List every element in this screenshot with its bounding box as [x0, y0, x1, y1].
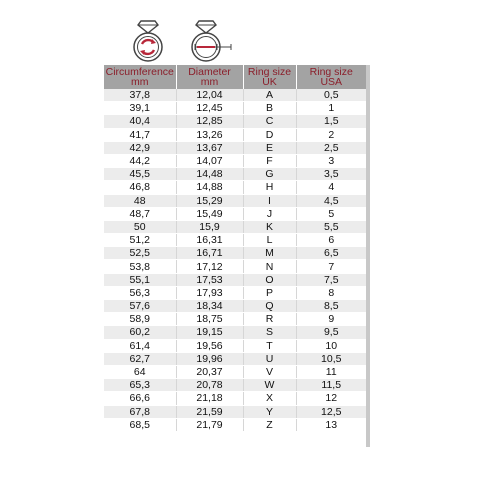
- table-row: [104, 273, 366, 286]
- header-ring-size-uk-unit: UK: [262, 76, 277, 88]
- ring-size-table: [104, 65, 366, 432]
- table-row: [104, 260, 366, 273]
- header-circumference-unit: mm: [131, 76, 149, 88]
- cell-ring-size-uk: J: [243, 207, 296, 220]
- cell-diameter: 13,67: [176, 141, 243, 154]
- cell-circumference: 44,2: [104, 154, 176, 167]
- header-diameter-title: Diameter: [188, 66, 231, 78]
- cell-circumference: 52,5: [104, 247, 176, 260]
- table-row: [104, 313, 366, 326]
- cell-circumference: 50: [104, 220, 176, 233]
- cell-ring-size-uk: P: [243, 286, 296, 299]
- cell-ring-size-usa: 12,5: [296, 405, 366, 418]
- cell-circumference: 41,7: [104, 128, 176, 141]
- cell-circumference: 40,4: [104, 115, 176, 128]
- cell-ring-size-uk: E: [243, 141, 296, 154]
- cell-diameter: 14,88: [176, 181, 243, 194]
- table-row: [104, 102, 366, 115]
- cell-ring-size-uk: W: [243, 379, 296, 392]
- icon-row: [125, 18, 255, 64]
- table-row: [104, 115, 366, 128]
- cell-ring-size-usa: 10: [296, 339, 366, 352]
- cell-circumference: 66,6: [104, 392, 176, 405]
- cell-ring-size-uk: H: [243, 181, 296, 194]
- cell-ring-size-uk: L: [243, 234, 296, 247]
- cell-ring-size-usa: 4: [296, 181, 366, 194]
- cell-circumference: 48,7: [104, 207, 176, 220]
- cell-diameter: 18,34: [176, 300, 243, 313]
- cell-circumference: 60,2: [104, 326, 176, 339]
- table-row: [104, 379, 366, 392]
- cell-ring-size-usa: 3,5: [296, 168, 366, 181]
- cell-ring-size-usa: 8,5: [296, 300, 366, 313]
- cell-ring-size-usa: 2: [296, 128, 366, 141]
- cell-ring-size-usa: 0,5: [296, 89, 366, 102]
- cell-ring-size-uk: O: [243, 273, 296, 286]
- cell-ring-size-usa: 4,5: [296, 194, 366, 207]
- table-row: [104, 181, 366, 194]
- cell-diameter: 18,75: [176, 313, 243, 326]
- cell-ring-size-uk: X: [243, 392, 296, 405]
- cell-circumference: 53,8: [104, 260, 176, 273]
- table-row: [104, 418, 366, 431]
- table-row: [104, 220, 366, 233]
- cell-circumference: 39,1: [104, 102, 176, 115]
- cell-circumference: 61,4: [104, 339, 176, 352]
- cell-ring-size-uk: S: [243, 326, 296, 339]
- cell-diameter: 21,79: [176, 418, 243, 431]
- table-row: [104, 141, 366, 154]
- cell-ring-size-usa: 10,5: [296, 352, 366, 365]
- cell-ring-size-usa: 8: [296, 286, 366, 299]
- cell-ring-size-uk: A: [243, 89, 296, 102]
- cell-ring-size-uk: U: [243, 352, 296, 365]
- header-ring-size-uk-title: Ring size: [247, 66, 292, 78]
- cell-ring-size-usa: 5: [296, 207, 366, 220]
- cell-diameter: 19,15: [176, 326, 243, 339]
- table-row: [104, 247, 366, 260]
- cell-ring-size-usa: 7: [296, 260, 366, 273]
- cell-diameter: 12,45: [176, 102, 243, 115]
- cell-ring-size-usa: 11,5: [296, 379, 366, 392]
- table-row: [104, 286, 366, 299]
- cell-circumference: 37,8: [104, 89, 176, 102]
- cell-diameter: 14,48: [176, 168, 243, 181]
- cell-diameter: 12,85: [176, 115, 243, 128]
- cell-circumference: 58,9: [104, 313, 176, 326]
- table-row: [104, 352, 366, 365]
- cell-diameter: 15,9: [176, 220, 243, 233]
- cell-diameter: 15,29: [176, 194, 243, 207]
- cell-diameter: 16,31: [176, 234, 243, 247]
- cell-diameter: 12,04: [176, 89, 243, 102]
- table-row: [104, 365, 366, 378]
- cell-circumference: 68,5: [104, 418, 176, 431]
- cell-circumference: 42,9: [104, 141, 176, 154]
- cell-diameter: 17,93: [176, 286, 243, 299]
- cell-diameter: 20,37: [176, 365, 243, 378]
- ring-diameter-icon: [183, 18, 235, 64]
- cell-ring-size-usa: 3: [296, 154, 366, 167]
- cell-ring-size-usa: 7,5: [296, 273, 366, 286]
- cell-ring-size-uk: Y: [243, 405, 296, 418]
- cell-diameter: 21,59: [176, 405, 243, 418]
- table-row: [104, 405, 366, 418]
- cell-ring-size-usa: 13: [296, 418, 366, 431]
- cell-ring-size-uk: C: [243, 115, 296, 128]
- cell-circumference: 55,1: [104, 273, 176, 286]
- ring-size-table-container: [104, 65, 366, 447]
- cell-ring-size-usa: 1,5: [296, 115, 366, 128]
- cell-ring-size-uk: K: [243, 220, 296, 233]
- cell-ring-size-usa: 1: [296, 102, 366, 115]
- cell-ring-size-usa: 6,5: [296, 247, 366, 260]
- ring-circumference-icon: [125, 18, 171, 64]
- table-row: [104, 194, 366, 207]
- table-row: [104, 326, 366, 339]
- cell-ring-size-usa: 11: [296, 365, 366, 378]
- cell-ring-size-uk: Q: [243, 300, 296, 313]
- header-circumference-title: Circumference: [105, 66, 174, 78]
- header-circumference: [104, 65, 176, 89]
- cell-diameter: 17,53: [176, 273, 243, 286]
- cell-diameter: 19,96: [176, 352, 243, 365]
- header-ring-size-usa: [296, 65, 366, 89]
- cell-diameter: 21,18: [176, 392, 243, 405]
- cell-ring-size-uk: Z: [243, 418, 296, 431]
- cell-ring-size-usa: 6: [296, 234, 366, 247]
- cell-ring-size-usa: 2,5: [296, 141, 366, 154]
- table-row: [104, 207, 366, 220]
- cell-diameter: 19,56: [176, 339, 243, 352]
- cell-circumference: 62,7: [104, 352, 176, 365]
- table-row: [104, 392, 366, 405]
- cell-diameter: 17,12: [176, 260, 243, 273]
- cell-diameter: 20,78: [176, 379, 243, 392]
- cell-circumference: 45,5: [104, 168, 176, 181]
- header-ring-size-uk: [243, 65, 296, 89]
- cell-circumference: 65,3: [104, 379, 176, 392]
- cell-circumference: 56,3: [104, 286, 176, 299]
- table-row: [104, 89, 366, 102]
- cell-ring-size-usa: 9: [296, 313, 366, 326]
- cell-circumference: 67,8: [104, 405, 176, 418]
- table-body: [104, 89, 366, 431]
- header-diameter-unit: mm: [200, 76, 219, 88]
- cell-circumference: 57,6: [104, 300, 176, 313]
- cell-ring-size-uk: T: [243, 339, 296, 352]
- table-row: [104, 300, 366, 313]
- scrollbar[interactable]: [366, 65, 370, 447]
- header-ring-size-usa-unit: USA: [320, 76, 343, 88]
- table-row: [104, 168, 366, 181]
- table-row: [104, 154, 366, 167]
- cell-ring-size-uk: B: [243, 102, 296, 115]
- cell-ring-size-usa: 5,5: [296, 220, 366, 233]
- table-header-row: [104, 65, 366, 89]
- cell-ring-size-usa: 12: [296, 392, 366, 405]
- cell-ring-size-uk: D: [243, 128, 296, 141]
- cell-ring-size-uk: F: [243, 154, 296, 167]
- table-row: [104, 128, 366, 141]
- table-row: [104, 339, 366, 352]
- header-diameter: [176, 65, 243, 89]
- cell-circumference: 46,8: [104, 181, 176, 194]
- cell-diameter: 13,26: [176, 128, 243, 141]
- cell-circumference: 48: [104, 194, 176, 207]
- cell-ring-size-usa: 9,5: [296, 326, 366, 339]
- cell-ring-size-uk: N: [243, 260, 296, 273]
- header-ring-size-usa-title: Ring size: [309, 66, 353, 78]
- cell-diameter: 15,49: [176, 207, 243, 220]
- cell-diameter: 16,71: [176, 247, 243, 260]
- cell-diameter: 14,07: [176, 154, 243, 167]
- table-row: [104, 234, 366, 247]
- cell-ring-size-uk: I: [243, 194, 296, 207]
- cell-circumference: 64: [104, 365, 176, 378]
- cell-ring-size-uk: G: [243, 168, 296, 181]
- cell-ring-size-uk: V: [243, 365, 296, 378]
- cell-circumference: 51,2: [104, 234, 176, 247]
- cell-ring-size-uk: R: [243, 313, 296, 326]
- cell-ring-size-uk: M: [243, 247, 296, 260]
